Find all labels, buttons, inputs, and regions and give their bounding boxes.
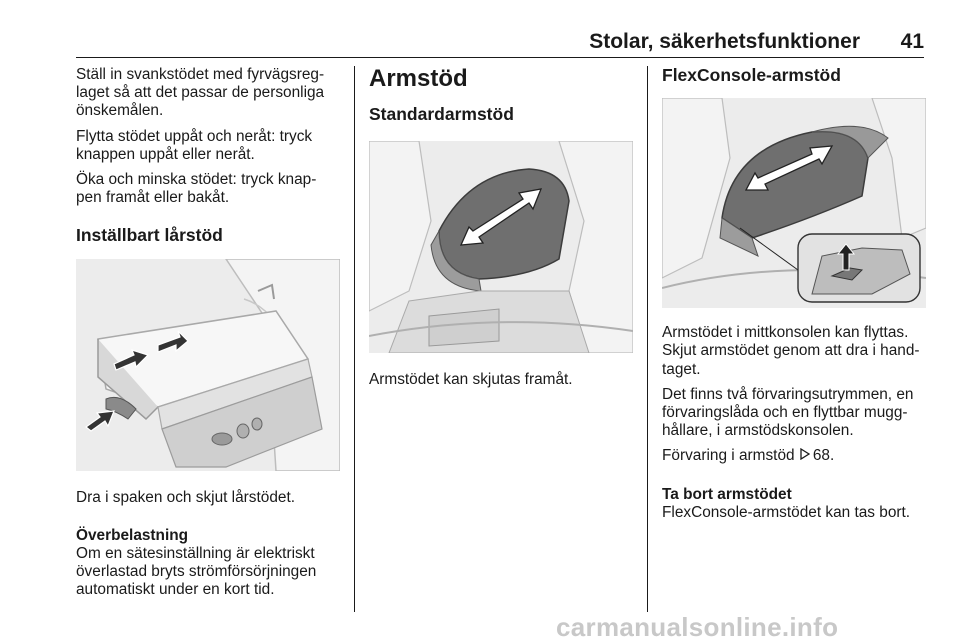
paragraph <box>76 128 340 164</box>
text-line: förvaringslåda och en flyttbar mugg- <box>662 404 908 422</box>
subheading: Ta bort armstödet <box>662 485 792 503</box>
paragraph <box>76 66 340 121</box>
header-title: Stolar, säkerhetsfunktioner <box>589 30 860 53</box>
page-number: 41 <box>900 30 924 53</box>
text-line: Ställ in svankstödet med fyrvägsreg- <box>76 66 325 83</box>
section-heading: Inställbart lårstöd <box>76 225 223 246</box>
paragraph <box>76 171 340 207</box>
figure-caption: Dra i spaken och skjut lårstödet. <box>76 488 295 506</box>
text-line: överlastad bryts strömförsörjningen <box>76 563 317 581</box>
paragraph <box>76 545 340 600</box>
section-subtitle: Standardarmstöd <box>369 104 514 124</box>
text-line: automatiskt under en kort tid. <box>76 581 275 599</box>
text-line: hållare, i armstödskonsolen. <box>662 422 854 440</box>
text-line: Om en sätesinställning är elektriskt <box>76 545 315 563</box>
text-line: önskemålen. <box>76 102 164 120</box>
text-line: Skjut armstödet genom att dra i hand- <box>662 342 920 360</box>
text-line: Öka och minska stödet: tryck knap- <box>76 171 317 189</box>
text-line: knappen uppåt eller neråt. <box>76 145 255 163</box>
flexconsole-armrest-illustration <box>662 98 926 308</box>
text-line: Det finns två förvaringsutrymmen, en <box>662 385 914 403</box>
subheading: Överbelastning <box>76 526 189 544</box>
column-middle <box>369 66 635 389</box>
paragraph <box>662 447 926 465</box>
column-right <box>662 66 926 522</box>
page-reference-link[interactable]: 68. <box>812 447 835 465</box>
header-rule <box>76 57 924 58</box>
text-line: pen framåt eller bakåt. <box>76 189 230 207</box>
figure-caption: Armstödet kan skjutas framåt. <box>369 371 573 389</box>
thigh-support-illustration <box>76 259 340 471</box>
paragraph: FlexConsole-armstödet kan tas bort. <box>662 504 911 521</box>
column-divider <box>647 66 648 612</box>
text-line: laget så att det passar de personliga <box>76 84 325 102</box>
text-line: Armstödet i mittkonsolen kan flyttas. <box>662 324 909 342</box>
cross-reference-text: Förvaring i armstöd <box>662 447 799 465</box>
text-line: Flytta stödet uppåt och neråt: tryck <box>76 127 313 145</box>
page-header <box>76 30 924 54</box>
paragraph <box>662 386 926 441</box>
section-heading: FlexConsole-armstöd <box>662 65 841 85</box>
paragraph <box>662 324 926 379</box>
column-divider <box>354 66 355 612</box>
triangle-right-outline-icon <box>800 447 810 465</box>
text-line: taget. <box>662 360 701 378</box>
standard-armrest-illustration <box>369 141 633 353</box>
section-title: Armstöd <box>369 65 468 92</box>
watermark: carmanualsonline.info <box>556 612 839 642</box>
column-left <box>76 66 340 600</box>
